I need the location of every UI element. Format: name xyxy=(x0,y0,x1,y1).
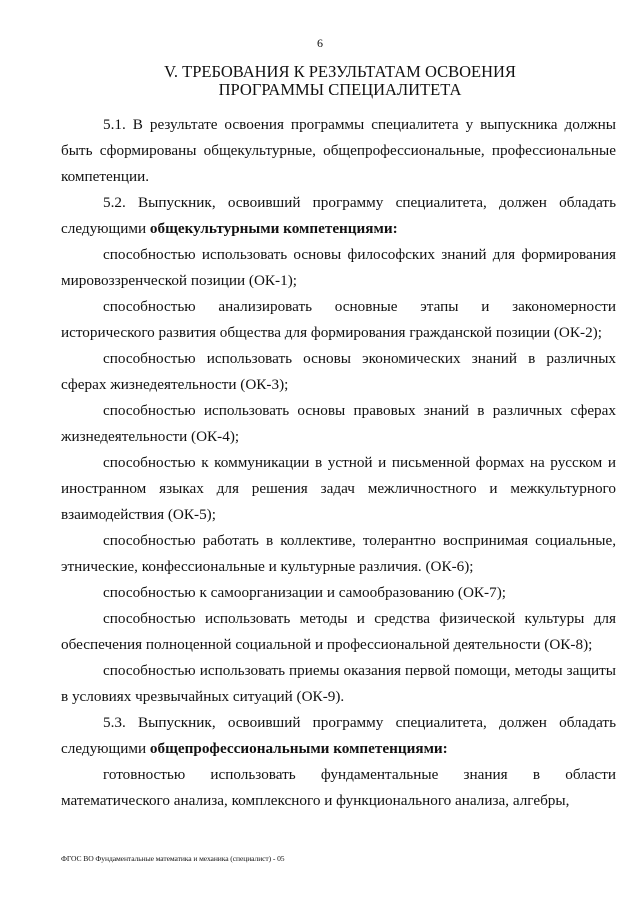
paragraph-5-3-text: 5.3. Выпускник, освоивший программу специалитета, должен обладать следующими xyxy=(61,714,616,757)
paragraph-5-3-bold-term: общепрофессиональными компетенциями: xyxy=(149,740,448,757)
competency-ok-5: способностью к коммуникации в устной и письменной формах на русском и иностранном языках для решения задач межличностного и межкультурного взаимодействия (ОК-5); xyxy=(61,454,616,523)
section-heading-line-2: ПРОГРАММЫ СПЕЦИАЛИТЕТА xyxy=(218,80,462,99)
competency-ok-7: способностью к самоорганизации и самообразованию (ОК-7); xyxy=(103,584,506,601)
competency-ok-3: способностью использовать основы экономических знаний в различных сферах жизнедеятельности (ОК-3); xyxy=(61,350,616,393)
paragraph-5-2-bold-term: общекультурными компетенциями: xyxy=(149,220,398,237)
section-heading xyxy=(60,63,620,99)
competency-ok-8: способностью использовать методы и средства физической культуры для обеспечения полноценной социальной и профессиональной деятельности (ОК-8); xyxy=(61,610,616,653)
paragraph-5-2-text: 5.2. Выпускник, освоивший программу специалитета, должен обладать следующими xyxy=(61,194,616,237)
competency-ok-2: способностью анализировать основные этапы и закономерности исторического развития общества для формирования гражданской позиции (ОК-2); xyxy=(61,298,616,341)
competency-ok-9: способностью использовать приемы оказания первой помощи, методы защиты в условиях чрезвычайных ситуаций (ОК-9). xyxy=(61,662,616,705)
paragraph-5-1: 5.1. В результате освоения программы специалитета у выпускника должны быть сформированы общекультурные, общепрофессиональные, профессиональные компетенции. xyxy=(61,116,616,185)
competency-ok-1: способностью использовать основы философских знаний для формирования мировоззренческой позиции (ОК-1); xyxy=(61,246,616,289)
page-number: 6 xyxy=(317,36,323,50)
section-heading-line-1: V. ТРЕБОВАНИЯ К РЕЗУЛЬТАТАМ ОСВОЕНИЯ xyxy=(164,62,516,81)
paragraph-5-3 xyxy=(61,710,616,762)
competency-ok-4: способностью использовать основы правовых знаний в различных сферах жизнедеятельности (ОК-4); xyxy=(61,402,616,445)
page-footer: ФГОС ВО Фундаментальные математика и механика (специалист) - 05 xyxy=(61,854,285,863)
competency-opk-1: готовностью использовать фундаментальные знания в области математического анализа, комплексного и функционального анализа, алгебры, xyxy=(61,766,616,809)
competency-ok-6: способностью работать в коллективе, толерантно воспринимая социальные, этнические, конфессиональные и культурные различия. (ОК-6); xyxy=(61,532,616,575)
document-body xyxy=(61,112,616,814)
paragraph-5-2 xyxy=(61,190,616,242)
